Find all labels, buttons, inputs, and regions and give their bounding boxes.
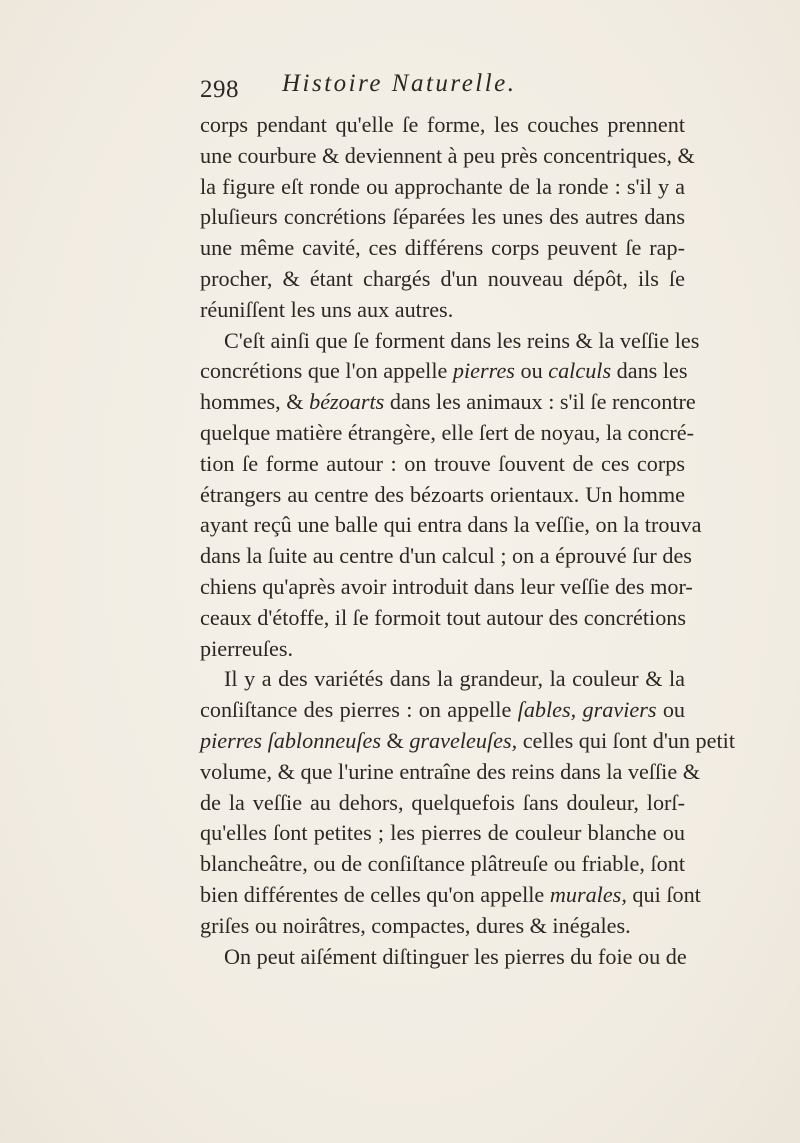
text-line: Il y a des variétés dans la grandeur, la couleur & la <box>224 666 685 692</box>
text-line: pierres ſablonneuſes & graveleuſes, celles qui ſont d'un petit <box>200 727 735 753</box>
italic-term: calculs <box>548 358 612 384</box>
page-number: 298 <box>200 76 239 103</box>
text-line: une même cavité, ces différens corps peuvent ſe rap- <box>200 235 685 261</box>
text-line: concrétions que l'on appelle pierres ou calculs dans les <box>200 358 688 384</box>
running-title: Histoire Naturelle. <box>282 70 517 97</box>
text-line: la figure eſt ronde ou approchante de la ronde : s'il y a <box>200 173 685 199</box>
body-text <box>200 110 735 972</box>
italic-term: bézoarts <box>309 389 385 415</box>
text-line: bien différentes de celles qu'on appelle murales, qui ſont <box>200 881 701 907</box>
text-line: conſiſtance des pierres : on appelle ſables, graviers ou <box>200 697 685 723</box>
text-line: pluſieurs concrétions ſéparées les unes des autres dans <box>200 204 685 230</box>
text-line: pierreuſes. <box>200 635 294 661</box>
text-line: griſes ou noirâtres, compactes, dures & inégales. <box>200 912 631 938</box>
text-line: On peut aiſément diſtinguer les pierres du foie ou de <box>224 943 687 969</box>
italic-term: pierres <box>452 358 515 384</box>
text-line: volume, & que l'urine entraîne des reins dans la veſſie & <box>200 758 700 784</box>
text-line: hommes, & bézoarts dans les animaux : s'il ſe rencontre <box>200 389 696 415</box>
italic-term: ſables, graviers <box>517 697 657 723</box>
text-line: une courbure & deviennent à peu près concentriques, & <box>200 142 695 168</box>
text-line: qu'elles ſont petites ; les pierres de couleur blanche ou <box>200 820 685 846</box>
text-line: dans la ſuite au centre d'un calcul ; on a éprouvé ſur des <box>200 543 692 569</box>
text-line: procher, & étant chargés d'un nouveau dépôt, ils ſe <box>200 265 685 291</box>
text-line: réuniſſent les uns aux autres. <box>200 296 454 322</box>
text-line: C'eſt ainſi que ſe forment dans les reins & la veſſie les <box>224 327 700 353</box>
italic-term: murales, <box>549 881 627 907</box>
text-line: ayant reçû une balle qui entra dans la veſſie, on la trouva <box>200 512 702 538</box>
text-line: tion ſe forme autour : on trouve ſouvent de ces corps <box>200 450 685 476</box>
italic-term: pierres ſablonneuſes <box>200 727 381 753</box>
text-line: étrangers au centre des bézoarts orientaux. Un homme <box>200 481 685 507</box>
page-header <box>200 70 680 110</box>
text-line: corps pendant qu'elle ſe forme, les couches prennent <box>200 112 685 137</box>
text-line: blancheâtre, ou de conſiſtance plâtreuſe ou friable, ſont <box>200 851 685 877</box>
text-line: de la veſſie au dehors, quelquefois ſans douleur, lorſ- <box>200 789 685 815</box>
text-line: quelque matière étrangère, elle ſert de noyau, la concré- <box>200 419 695 445</box>
text-line: chiens qu'après avoir introduit dans leur veſſie des mor- <box>200 573 693 599</box>
italic-term: graveleuſes, <box>409 727 518 753</box>
text-line: ceaux d'étoffe, il ſe formoit tout autour des concrétions <box>200 604 687 630</box>
